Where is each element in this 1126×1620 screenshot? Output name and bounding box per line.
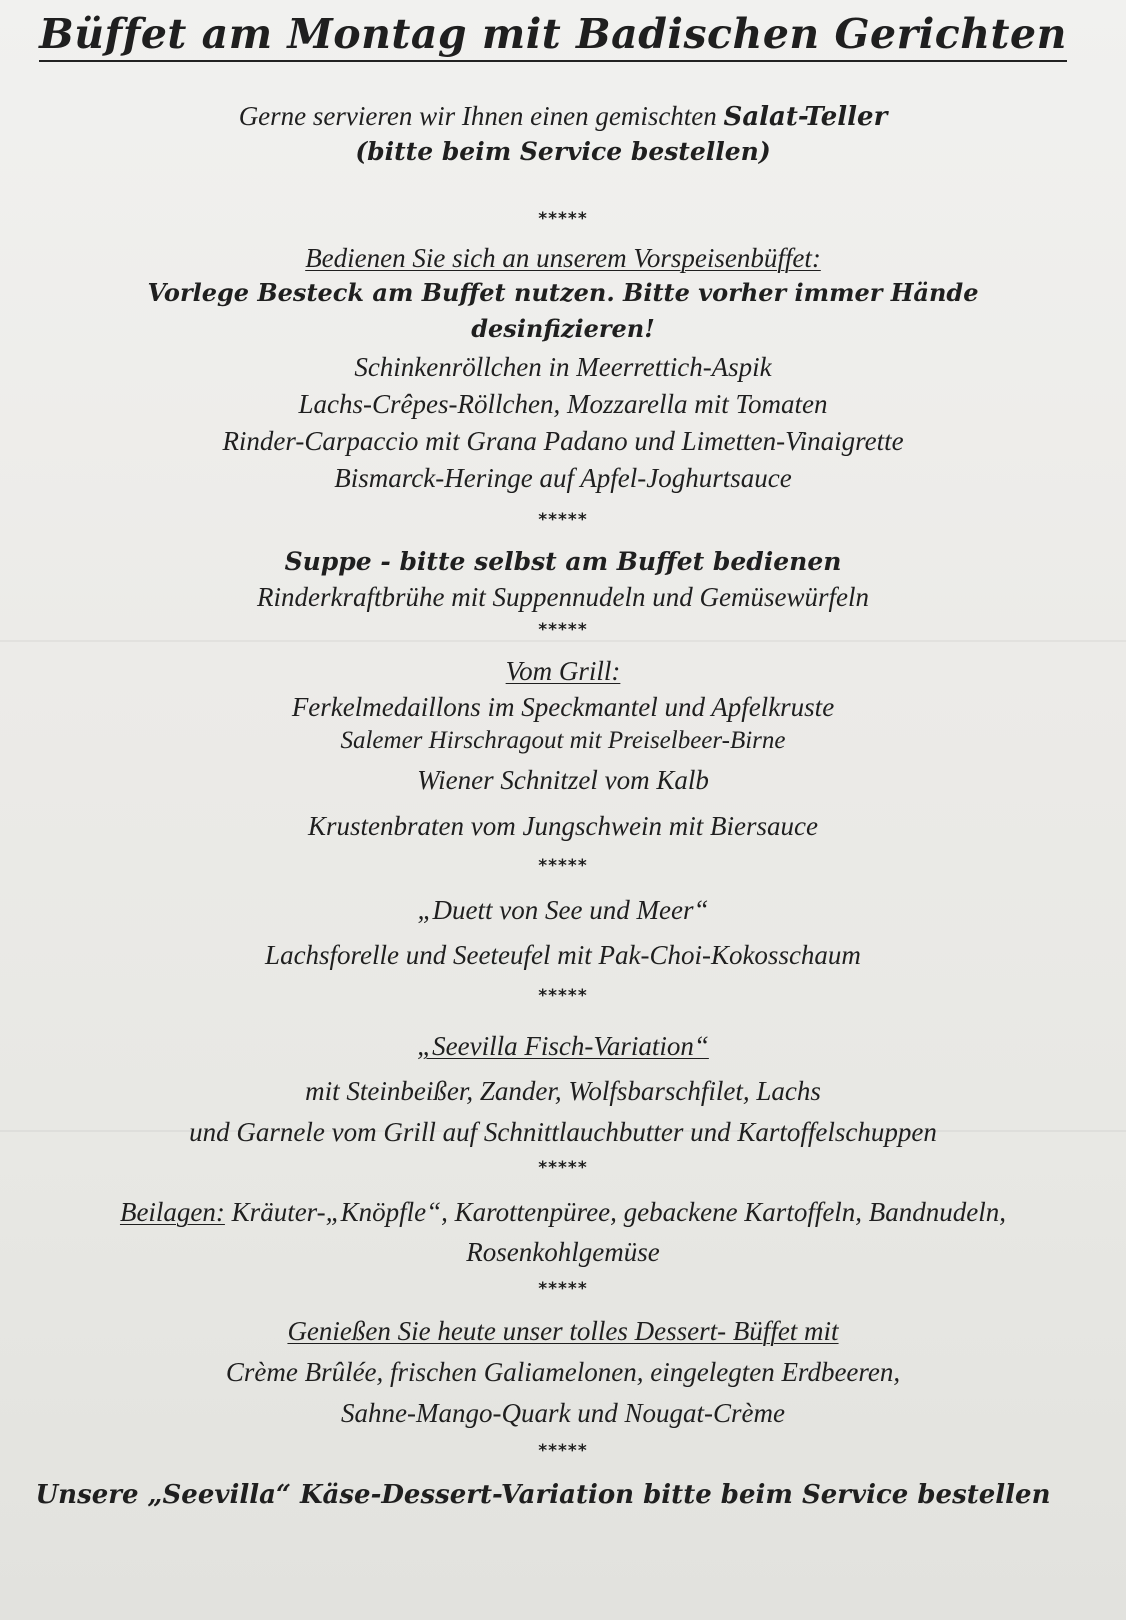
grill-item: Wiener Schnitzel vom Kalb	[417, 765, 709, 795]
separator: *****	[538, 856, 588, 876]
fish-line-2: und Garnele vom Grill auf Schnittlauchbutter und Kartoffelschuppen	[189, 1117, 937, 1147]
paper-fold	[0, 640, 1126, 642]
cheese-note: Unsere „Seevilla“ Käse-Dessert-Variation bitte beim Service bestellen	[35, 1480, 1051, 1510]
starter-item: Rinder-Carpaccio mit Grana Padano und Limetten-Vinaigrette	[222, 426, 904, 456]
sides-line-1: Beilagen: Kräuter-„Knöpfle“, Karottenpüree, gebackene Kartoffeln, Bandnudeln,	[119, 1197, 1007, 1227]
intro-line-1: Gerne servieren wir Ihnen einen gemischten Salat-Teller	[238, 101, 888, 132]
menu-title: Büffet am Montag mit Badischen Gerichten	[0, 14, 1116, 55]
fish-heading: „Seevilla Fisch-Variation“	[417, 1031, 709, 1061]
separator: *****	[538, 1158, 588, 1178]
duet-item: Lachsforelle und Seeteufel mit Pak-Choi-Kokosschaum	[265, 940, 861, 970]
separator: *****	[538, 620, 588, 640]
starters-heading: Bedienen Sie sich an unserem Vorspeisenbüffet:	[305, 243, 821, 273]
soup-heading: Suppe - bitte selbst am Buffet bedienen	[284, 547, 842, 576]
starters-notice-line-2: desinfizieren!	[471, 314, 655, 343]
starter-item: Lachs-Crêpes-Röllchen, Mozzarella mit Tomaten	[298, 389, 828, 419]
starter-item: Bismarck-Heringe auf Apfel-Joghurtsauce	[334, 463, 792, 493]
starters-notice-line-1: Vorlege Besteck am Buffet nutzen. Bitte vorher immer Hände	[147, 278, 979, 307]
grill-item: Salemer Hirschragout mit Preiselbeer-Birne	[340, 727, 786, 754]
dessert-heading: Genießen Sie heute unser tolles Dessert- Büffet mit	[287, 1316, 839, 1346]
sides-label: Beilagen:	[119, 1197, 225, 1227]
separator: *****	[538, 209, 588, 229]
grill-item: Ferkelmedaillons im Speckmantel und Apfelkruste	[291, 692, 835, 722]
grill-item: Krustenbraten vom Jungschwein mit Biersauce	[308, 811, 818, 841]
fish-line-1: mit Steinbeißer, Zander, Wolfsbarschfilet, Lachs	[305, 1076, 821, 1106]
starter-item: Schinkenröllchen in Meerrettich-Aspik	[354, 352, 772, 382]
soup-item: Rinderkraftbrühe mit Suppennudeln und Gemüsewürfeln	[257, 582, 869, 612]
dessert-line-1: Crème Brûlée, frischen Galiamelonen, eingelegten Erdbeeren,	[225, 1357, 901, 1387]
salad-plate-label: Salat-Teller	[723, 102, 888, 132]
duet-heading: „Duett von See und Meer“	[417, 895, 709, 925]
sides-line-2: Rosenkohlgemüse	[466, 1237, 660, 1267]
intro-line-2: (bitte beim Service bestellen)	[355, 137, 771, 166]
separator: *****	[538, 1441, 588, 1461]
grill-heading: Vom Grill:	[505, 656, 621, 686]
separator: *****	[538, 510, 588, 530]
dessert-line-2: Sahne-Mango-Quark und Nougat-Crème	[341, 1398, 785, 1428]
separator: *****	[538, 1279, 588, 1299]
separator: *****	[538, 986, 588, 1006]
